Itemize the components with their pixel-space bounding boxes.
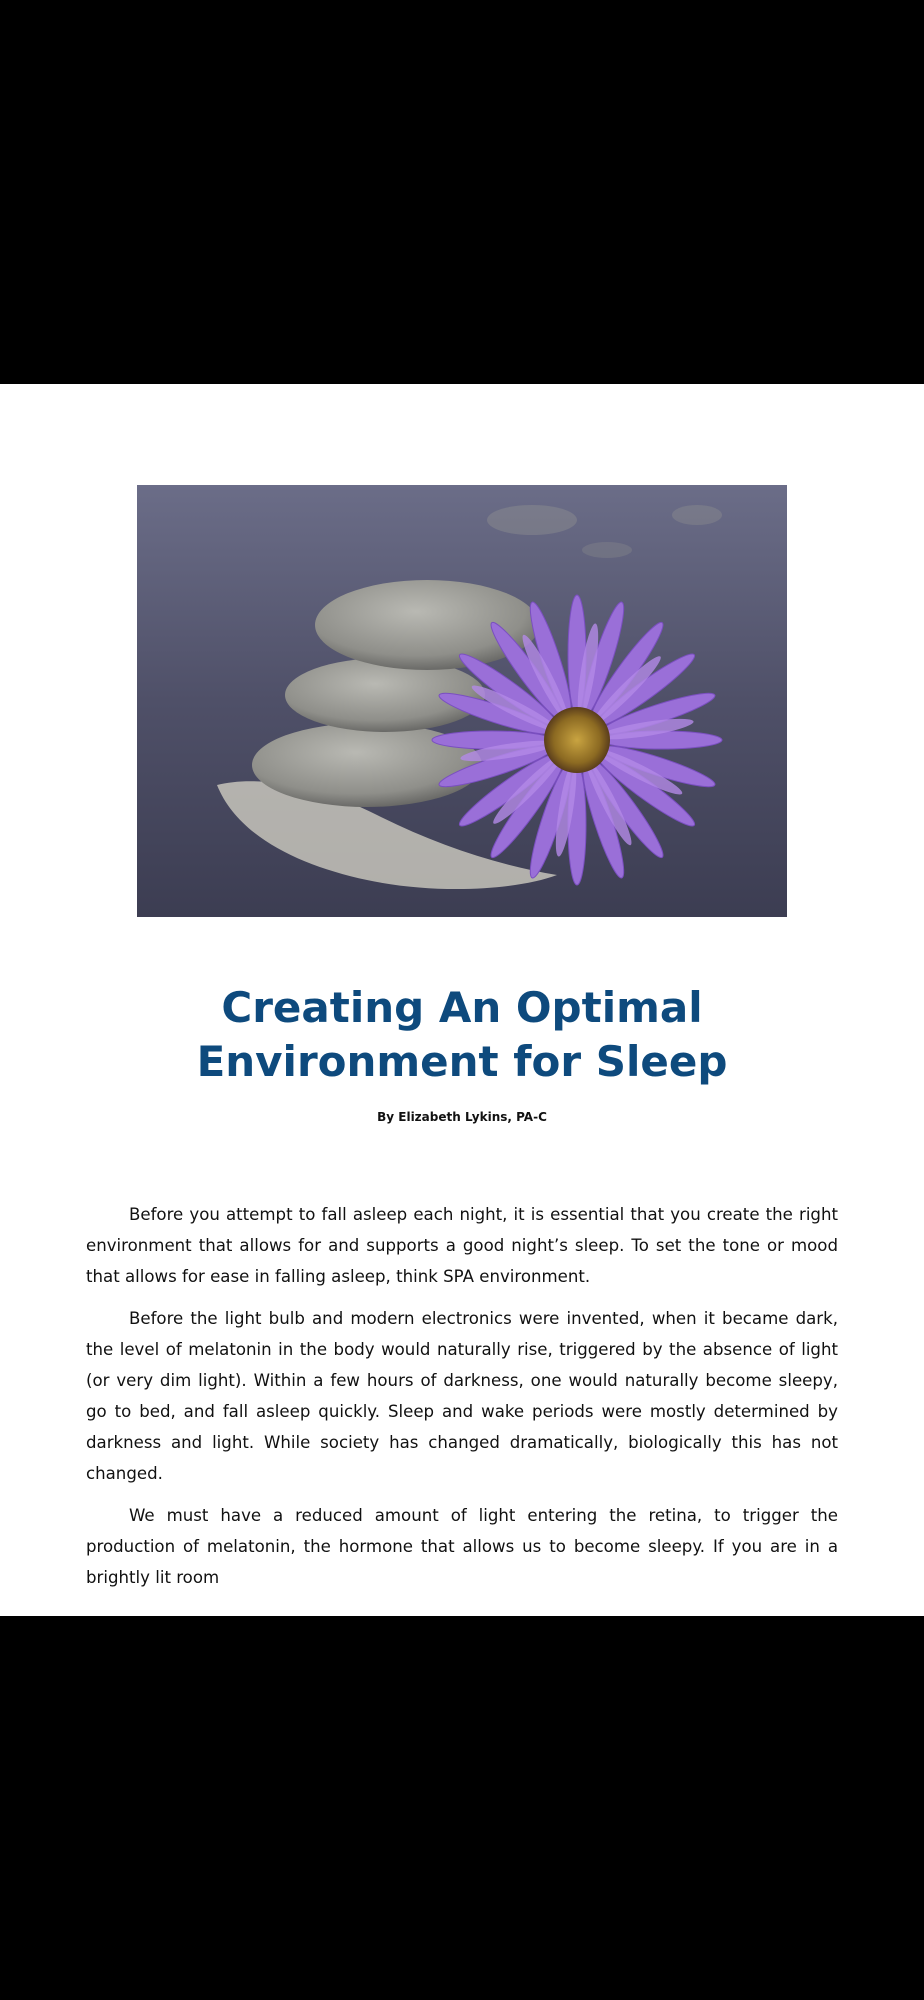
- paragraph: Before the light bulb and modern electronics were invented, when it became dark, the level of melatonin in the body would naturally rise, triggered by the absence of light (or very dim light). Within a few hours of darkness, one would naturally become sleepy, go to bed, and fall asleep quickly. Sleep and wake periods were mostly determined by darkness and light. While society has changed dramatically, biologically this has not changed.: [86, 1309, 838, 1483]
- article-body: [86, 1199, 838, 1587]
- document-page[interactable]: [0, 384, 924, 1616]
- title-line-2: Environment for Sleep: [196, 1037, 728, 1086]
- title-line-1: Creating An Optimal: [221, 983, 703, 1032]
- paragraph: We must have a reduced amount of light entering the retina, to trigger the production of melatonin, the hormone that allows us to become sleepy. If you are in a brightly lit room: [86, 1506, 838, 1587]
- hero-image-stones-and-flower: [137, 485, 787, 917]
- author-byline: By Elizabeth Lykins, PA-C: [377, 1110, 547, 1124]
- article-title: [0, 981, 924, 1089]
- paragraph: Before you attempt to fall asleep each night, it is essential that you create the right environment that allows for and supports a good night’s sleep. To set the tone or mood that allows for ease in falling asleep, think SPA environment.: [86, 1205, 838, 1286]
